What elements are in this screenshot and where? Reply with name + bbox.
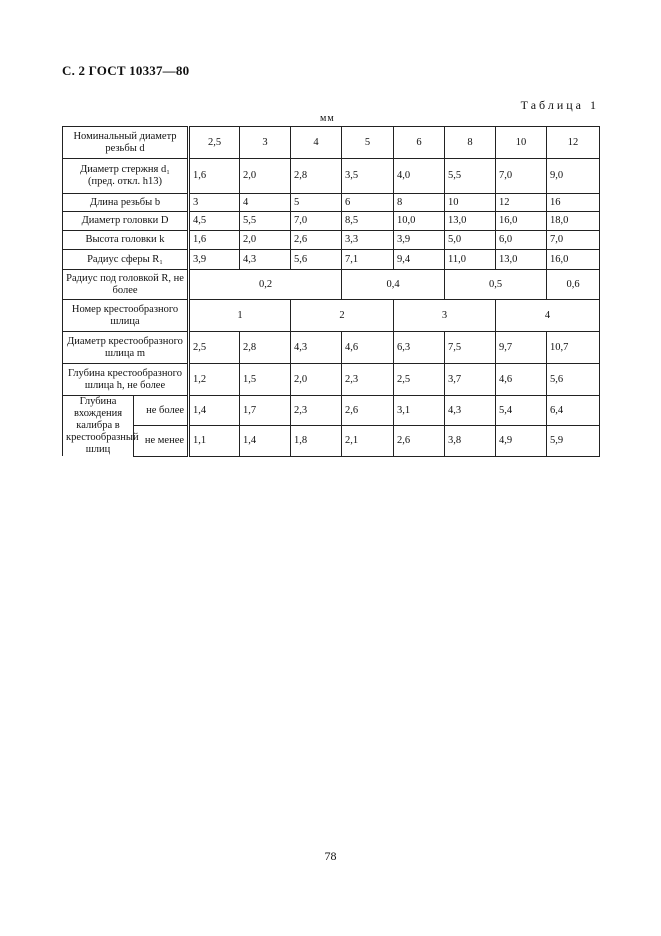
column-header: 5 [342, 127, 394, 159]
column-header: 4 [291, 127, 342, 159]
table-cell: 5,9 [547, 426, 600, 456]
column-header: 3 [240, 127, 291, 159]
table-cell: 18,0 [547, 212, 600, 231]
table-cell: 12 [496, 194, 547, 212]
table-cell: 16,0 [547, 250, 600, 270]
column-header: 10 [496, 127, 547, 159]
table-cell: 2,8 [240, 332, 291, 364]
table-cell: 4,0 [394, 159, 445, 194]
table-cell: 4,3 [291, 332, 342, 364]
unit-label: мм [320, 113, 335, 124]
row-label: Длина резьбы b [63, 194, 189, 212]
table-cell: 1,1 [189, 426, 240, 456]
table-cell: 2,3 [291, 396, 342, 426]
table-cell: 8,5 [342, 212, 394, 231]
table-cell: 4,9 [496, 426, 547, 456]
table-row [63, 270, 600, 300]
table-cell: 2,6 [394, 426, 445, 456]
table-cell: 4,3 [240, 250, 291, 270]
gauge-label: Глубина вхождения калибра в крестообразный шлиц [63, 396, 134, 457]
table-cell: 16,0 [496, 212, 547, 231]
table-cell: 5,0 [445, 231, 496, 250]
table-cell: 6,3 [394, 332, 445, 364]
table-cell: 9,0 [547, 159, 600, 194]
column-header: 6 [394, 127, 445, 159]
table-cell: 6,4 [547, 396, 600, 426]
row-label: не более [134, 396, 189, 426]
table-cell: 6,0 [496, 231, 547, 250]
table-cell: 3,3 [342, 231, 394, 250]
table-cell: 9,4 [394, 250, 445, 270]
table-cell: 2,6 [342, 396, 394, 426]
table-cell: 5,4 [496, 396, 547, 426]
page-number: 78 [324, 849, 337, 863]
table-cell: 1,7 [240, 396, 291, 426]
table-cell: 16 [547, 194, 600, 212]
table-cell: 9,7 [496, 332, 547, 364]
table-cell: 2,3 [342, 364, 394, 396]
table-cell: 3,5 [342, 159, 394, 194]
table-cell: 7,1 [342, 250, 394, 270]
table-cell: 0,6 [547, 270, 600, 300]
row-label: Диаметр стержня d₁ (пред. откл. h13) [63, 159, 189, 194]
table-cell: 2,8 [291, 159, 342, 194]
table-row [63, 332, 600, 364]
row-label: Высота головки k [63, 231, 189, 250]
table-cell: 1,8 [291, 426, 342, 456]
table-cell: 1,5 [240, 364, 291, 396]
table-row [63, 212, 600, 231]
table-cell: 1,4 [189, 396, 240, 426]
table-cell: 11,0 [445, 250, 496, 270]
table-cell: 4,6 [496, 364, 547, 396]
table-row [63, 364, 600, 396]
table-cell: 10,0 [394, 212, 445, 231]
table-cell: 3,1 [394, 396, 445, 426]
table-cell: 1,6 [189, 231, 240, 250]
row-label: Диаметр головки D [63, 212, 189, 231]
table-cell: 5,6 [291, 250, 342, 270]
row-label: Диаметр крестообразного шлица m [63, 332, 189, 364]
table-row [63, 396, 600, 426]
table-cell: 6 [342, 194, 394, 212]
table-row [63, 231, 600, 250]
table-cell: 7,0 [496, 159, 547, 194]
table-cell: 3,8 [445, 426, 496, 456]
table-row [63, 300, 600, 332]
table-cell: 2,1 [342, 426, 394, 456]
table-cell: 3 [394, 300, 496, 332]
table-row [63, 159, 600, 194]
column-header: 2,5 [189, 127, 240, 159]
table-cell: 13,0 [496, 250, 547, 270]
table-cell: 0,2 [189, 270, 342, 300]
table-cell: 10,7 [547, 332, 600, 364]
table-cell: 5,5 [240, 212, 291, 231]
table-row [63, 250, 600, 270]
table-cell: 2,0 [291, 364, 342, 396]
table-cell: 3 [189, 194, 240, 212]
table-cell: 2,5 [394, 364, 445, 396]
table-cell: 3,7 [445, 364, 496, 396]
table-row [63, 426, 600, 456]
table-cell: 1 [189, 300, 291, 332]
table-cell: 4 [240, 194, 291, 212]
table-cell: 4,6 [342, 332, 394, 364]
table-cell: 4,5 [189, 212, 240, 231]
header-row [63, 127, 600, 159]
table-cell: 1,6 [189, 159, 240, 194]
table-cell: 2,0 [240, 231, 291, 250]
document-header: С. 2 ГОСТ 10337—80 [62, 63, 190, 78]
table-cell: 5,6 [547, 364, 600, 396]
table-cell: 0,4 [342, 270, 445, 300]
table-cell: 0,5 [445, 270, 547, 300]
table-cell: 2,0 [240, 159, 291, 194]
spec-table [62, 126, 600, 457]
header-label: Номинальный диаметр резьбы d [63, 127, 189, 159]
table-cell: 5,5 [445, 159, 496, 194]
table-cell: 3,9 [189, 250, 240, 270]
table-cell: 3,9 [394, 231, 445, 250]
table-cell: 4,3 [445, 396, 496, 426]
row-label: Радиус сферы R₁ [63, 250, 189, 270]
row-label: Радиус под головкой R, не более [63, 270, 189, 300]
table-caption: Таблица 1 [520, 98, 599, 112]
table-cell: 5 [291, 194, 342, 212]
table-cell: 13,0 [445, 212, 496, 231]
table-cell: 10 [445, 194, 496, 212]
table-cell: 2 [291, 300, 394, 332]
table-cell: 1,4 [240, 426, 291, 456]
column-header: 8 [445, 127, 496, 159]
row-label: Глубина крестообразного шлица h, не более [63, 364, 189, 396]
row-label: не менее [134, 426, 189, 456]
row-label: Номер крестообразного шлица [63, 300, 189, 332]
table-cell: 2,6 [291, 231, 342, 250]
table-cell: 4 [496, 300, 600, 332]
table-cell: 2,5 [189, 332, 240, 364]
table-row [63, 194, 600, 212]
table-cell: 8 [394, 194, 445, 212]
table-cell: 7,5 [445, 332, 496, 364]
table-cell: 1,2 [189, 364, 240, 396]
table-cell: 7,0 [291, 212, 342, 231]
column-header: 12 [547, 127, 600, 159]
table-cell: 7,0 [547, 231, 600, 250]
